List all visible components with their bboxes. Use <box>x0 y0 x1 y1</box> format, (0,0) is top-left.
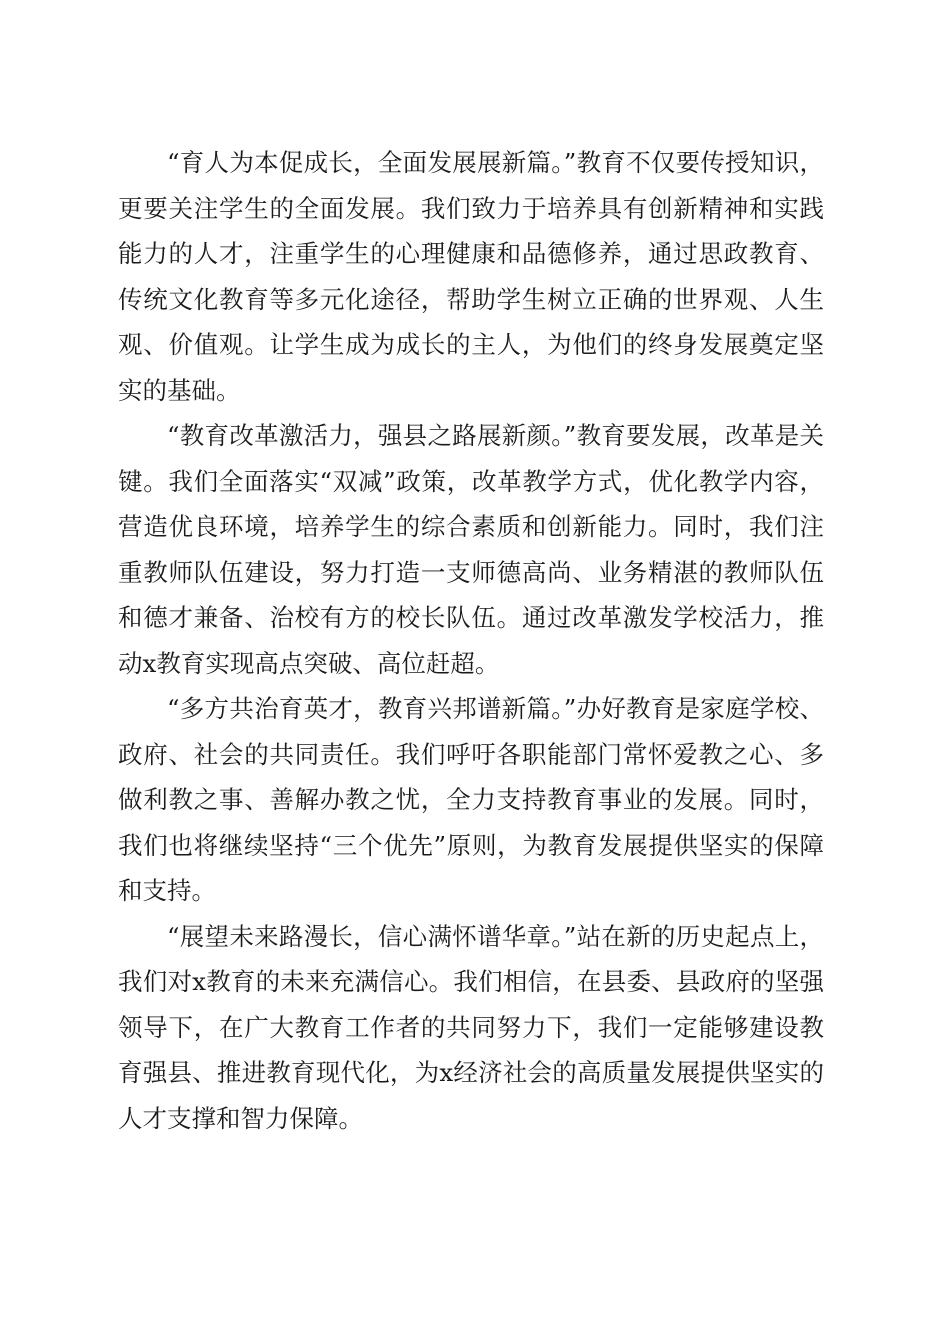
paragraph-1: “育人为本促成长，全面发展展新篇。”教育不仅要传授知识，更要关注学生的全面发展。我们致力于培养具有创新精神和实践能力的人才，注重学生的心理健康和品德修养，通过思政教育、传统文化教育等多元化途径，帮助学生树立正确的世界观、人生观、价值观。让学生成为成长的主人，为他们的终身发展奠定坚实的基础。 <box>118 148 824 405</box>
paragraph-4: “展望未来路漫长，信心满怀谱华章。”站在新的历史起点上，我们对x教育的未来充满信心。我们相信，在县委、县政府的坚强领导下，在广大教育工作者的共同努力下，我们一定能够建设教育强县、推进教育现代化，为x经济社会的高质量发展提供坚实的人才支撑和智力保障。 <box>118 921 824 1133</box>
paragraph-2: “教育改革激活力，强县之路展新颜。”教育要发展，改革是关键。我们全面落实“双减”政策，改革教学方式，优化教学内容，营造优良环境，培养学生的综合素质和创新能力。同时，我们注重教师队伍建设，努力打造一支师德高尚、业务精湛的教师队伍和德才兼备、治校有方的校长队伍。通过改革激发学校活力，推动x教育实现高点突破、高位赶超。 <box>118 421 824 678</box>
document-body <box>118 140 824 1141</box>
paragraph-3: “多方共治育英才，教育兴邦谱新篇。”办好教育是家庭学校、政府、社会的共同责任。我们呼吁各职能部门常怀爱教之心、多做利教之事、善解办教之忧，全力支持教育事业的发展。同时，我们也将继续坚持“三个优先”原则，为教育发展提供坚实的保障和支持。 <box>118 694 824 905</box>
